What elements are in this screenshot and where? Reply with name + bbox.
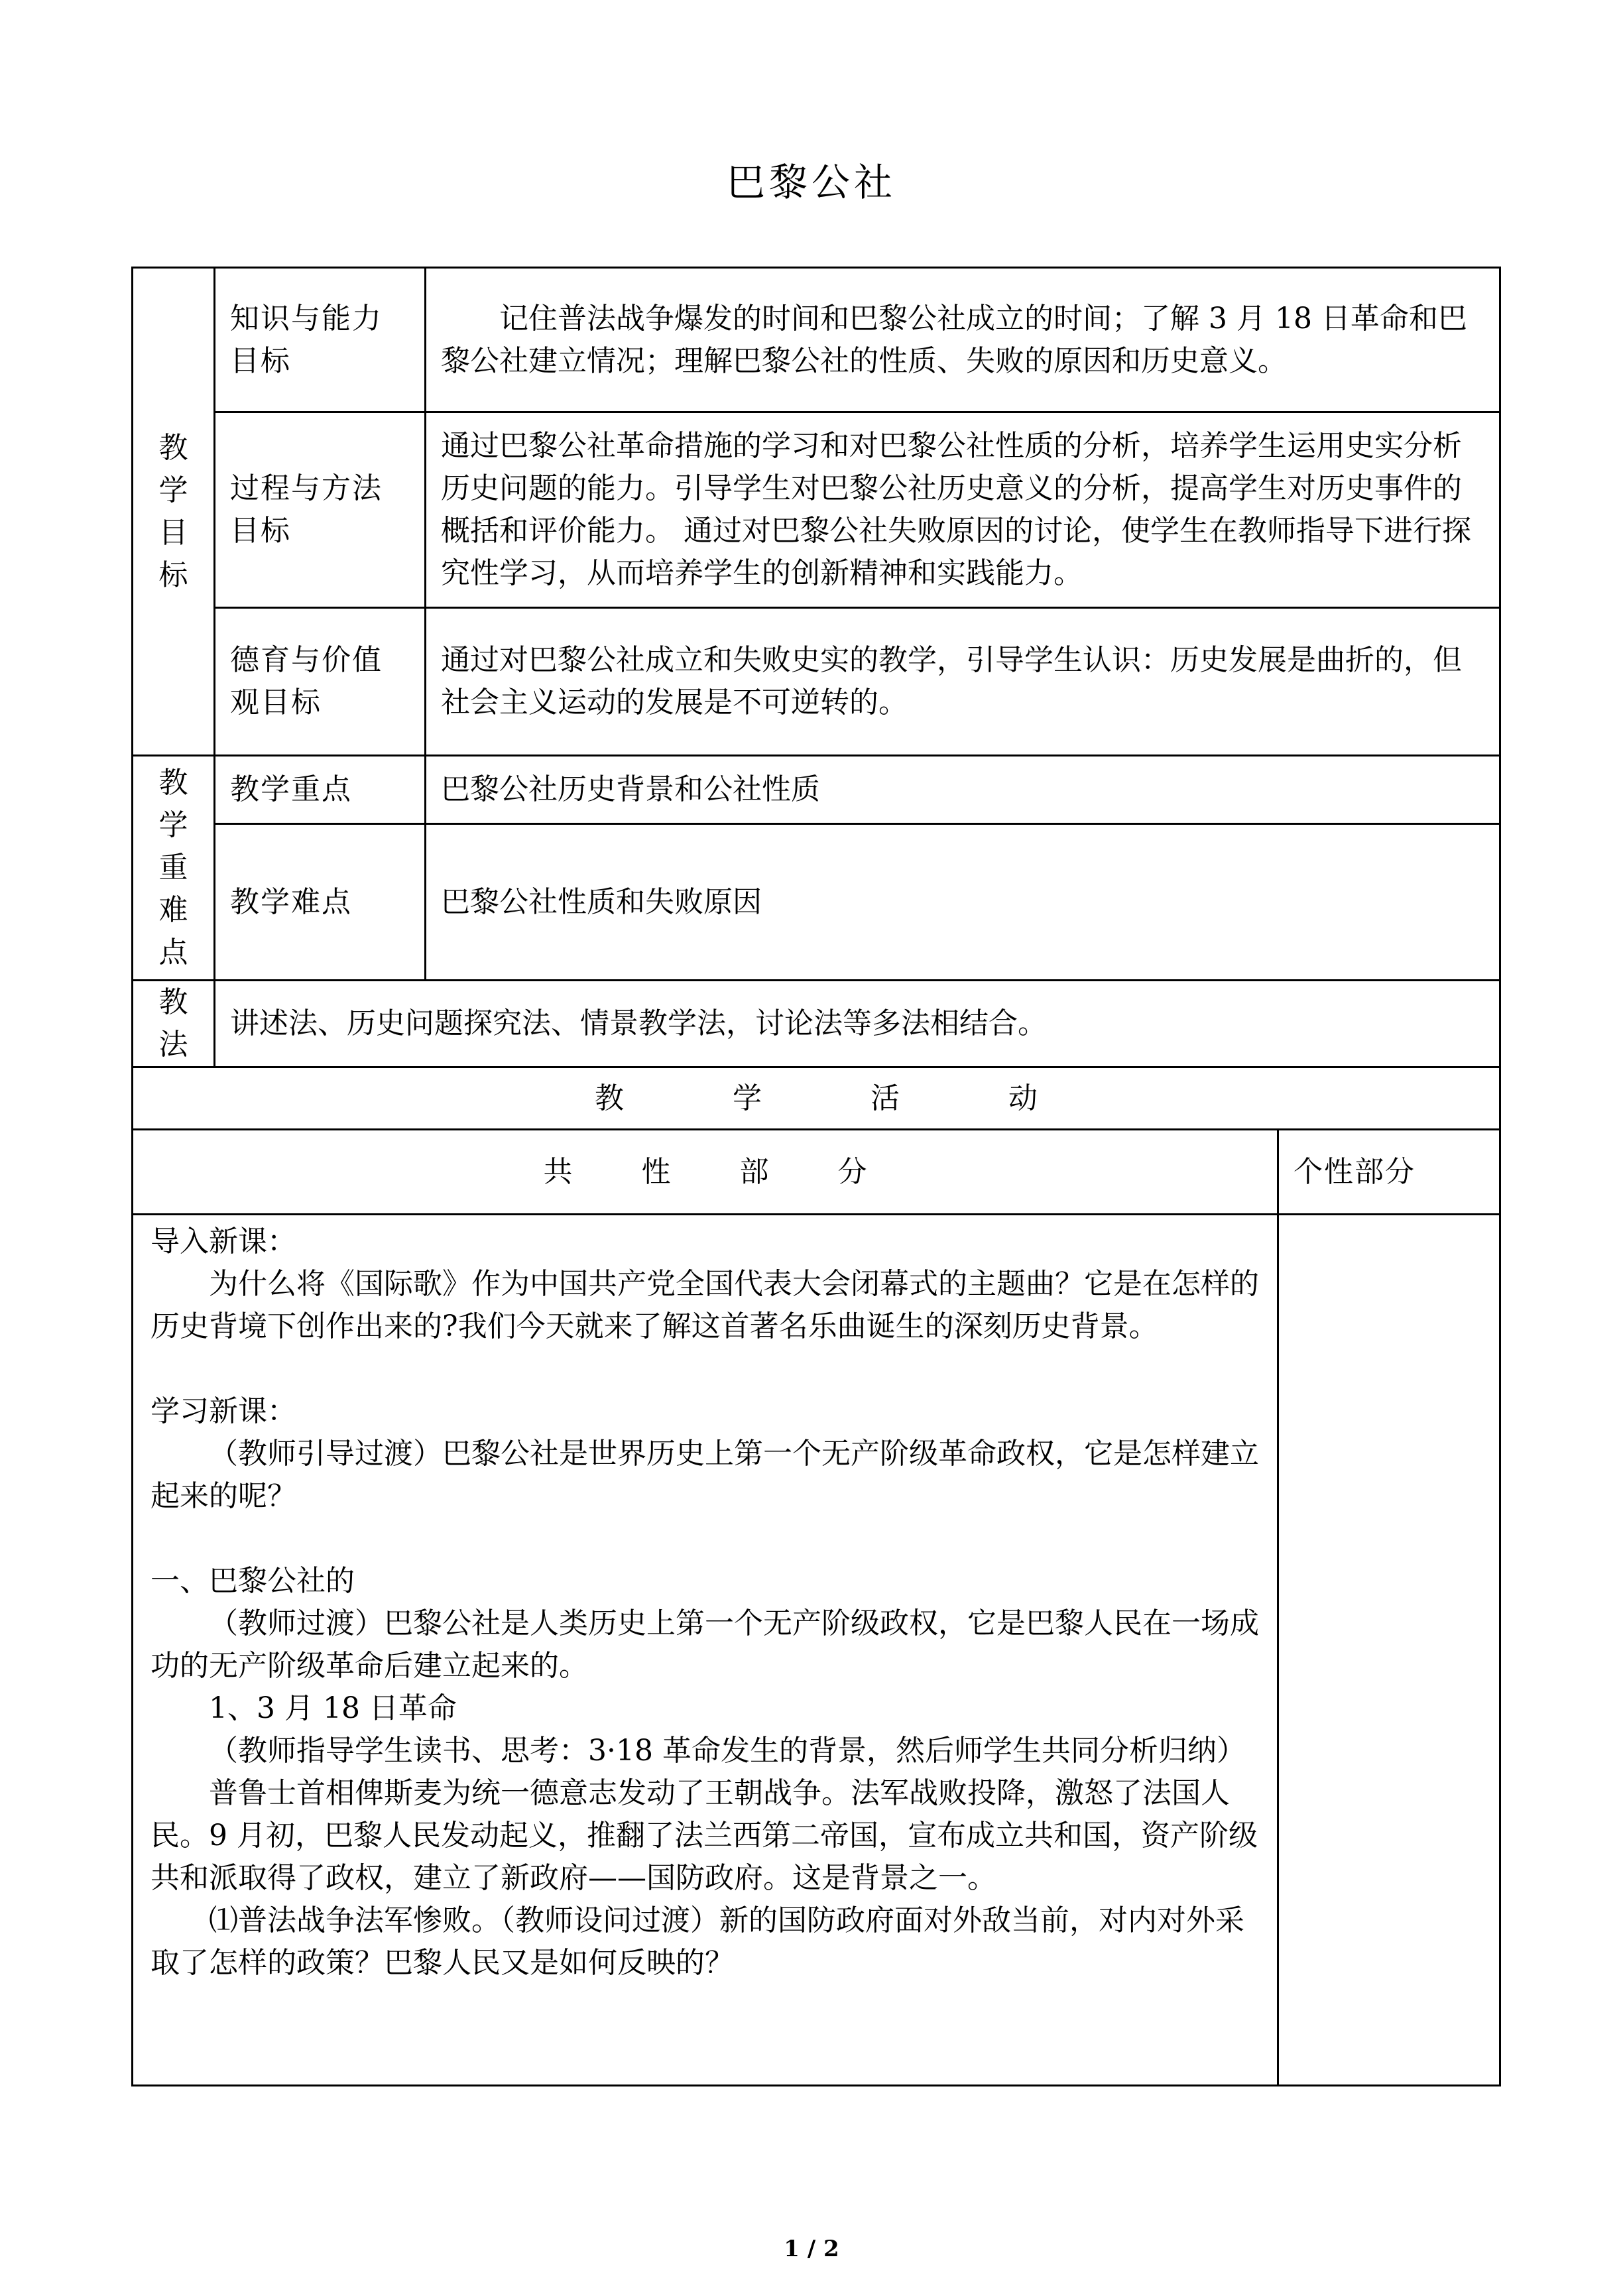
difficult-point-text: 巴黎公社性质和失败原因 (426, 824, 1500, 981)
common-section-header: 共 性 部 分 (133, 1130, 1278, 1215)
intro-text: 为什么将《国际歌》作为中国共产党全国代表大会闭幕式的主题曲？它是在怎样的历史背境下创作出来的?我们今天就来了解这首著名乐曲诞生的深刻历史背景。 (150, 1267, 1259, 1343)
key-point-row (133, 756, 1500, 824)
objective-row-knowledge (133, 268, 1500, 412)
intro-heading: 导入新课： (150, 1225, 296, 1258)
difficult-point-row (133, 824, 1500, 981)
objective-row-process (133, 412, 1500, 608)
key-points-group-label: 教 学 重 难 点 (133, 756, 215, 981)
objective-row-values (133, 608, 1500, 756)
objective-text-values: 通过对巴黎公社成立和失败史实的教学，引导学生认识：历史发展是曲折的，但社会主义运动的发展是不可逆转的。 (426, 608, 1500, 756)
objective-label-process: 过程与方法目标 (215, 412, 426, 608)
key-point-text: 巴黎公社历史背景和公社性质 (426, 756, 1500, 824)
page-number: 1 / 2 (784, 2236, 839, 2262)
objective-label-values: 德育与价值观目标 (215, 608, 426, 756)
page-title: 巴黎公社 (726, 160, 896, 205)
paragraph-background: 普鲁士首相俾斯麦为统一德意志发动了王朝战争。法军战败投降，激怒了法国人民。9 月初，巴黎人民发动起义，推翻了法兰西第二帝国，宣布成立共和国，资产阶级共和派取得了政权，建立了新政府——国防政府。这是背景之一。 (150, 1776, 1258, 1895)
objective-text-knowledge: 记住普法战争爆发的时间和巴黎公社成立的时间；了解 3 月 18 日革命和巴黎公社建立情况；理解巴黎公社的性质、失败的原因和历史意义。 (426, 268, 1500, 412)
new-lesson-text: （教师引导过渡）巴黎公社是世界历史上第一个无产阶级革命政权，它是怎样建立起来的呢？ (150, 1437, 1259, 1513)
personal-section-header: 个性部分 (1278, 1130, 1500, 1215)
activities-header-row (133, 1067, 1500, 1130)
section1-text: （教师过渡）巴黎公社是人类历史上第一个无产阶级政权，它是巴黎人民在一场成功的无产阶级革命后建立起来的。 (150, 1606, 1259, 1683)
section-header-row (133, 1130, 1500, 1215)
new-lesson-heading: 学习新课： (150, 1394, 296, 1428)
method-text: 讲述法、历史问题探究法、情景教学法，讨论法等多法相结合。 (215, 981, 1500, 1067)
method-row (133, 981, 1500, 1067)
key-point-label: 教学重点 (215, 756, 426, 824)
sub1-heading: 1、3 月 18 日革命 (209, 1691, 457, 1725)
objectives-group-label: 教 学 目 标 (133, 268, 215, 756)
difficult-point-label: 教学难点 (215, 824, 426, 981)
lesson-plan-table (131, 267, 1501, 2086)
section1-heading: 一、巴黎公社的 (150, 1564, 355, 1598)
activities-header: 教 学 活 动 (133, 1067, 1500, 1130)
lesson-body (133, 1215, 1278, 2086)
sub1-text: （教师指导学生读书、思考：3·18 革命发生的背景，然后师学生共同分析归纳） (209, 1734, 1246, 1768)
method-group-label: 教 法 (133, 981, 215, 1067)
paragraph-question: ⑴普法战争法军惨败。（教师设问过渡）新的国防政府面对外敌当前，对内对外采取了怎样的政策？巴黎人民又是如何反映的？ (150, 1903, 1244, 1980)
personal-section-body (1278, 1215, 1500, 2086)
lesson-body-row (133, 1215, 1500, 2086)
objective-text-process: 通过巴黎公社革命措施的学习和对巴黎公社性质的分析，培养学生运用史实分析历史问题的能力。引导学生对巴黎公社历史意义的分析，提高学生对历史事件的概括和评价能力。 通过对巴黎公社失败原因的讨论，使学生在教师指导下进行探究性学习，从而培养学生的创新精神和实践能力。 (426, 412, 1500, 608)
objective-label-knowledge: 知识与能力目标 (215, 268, 426, 412)
